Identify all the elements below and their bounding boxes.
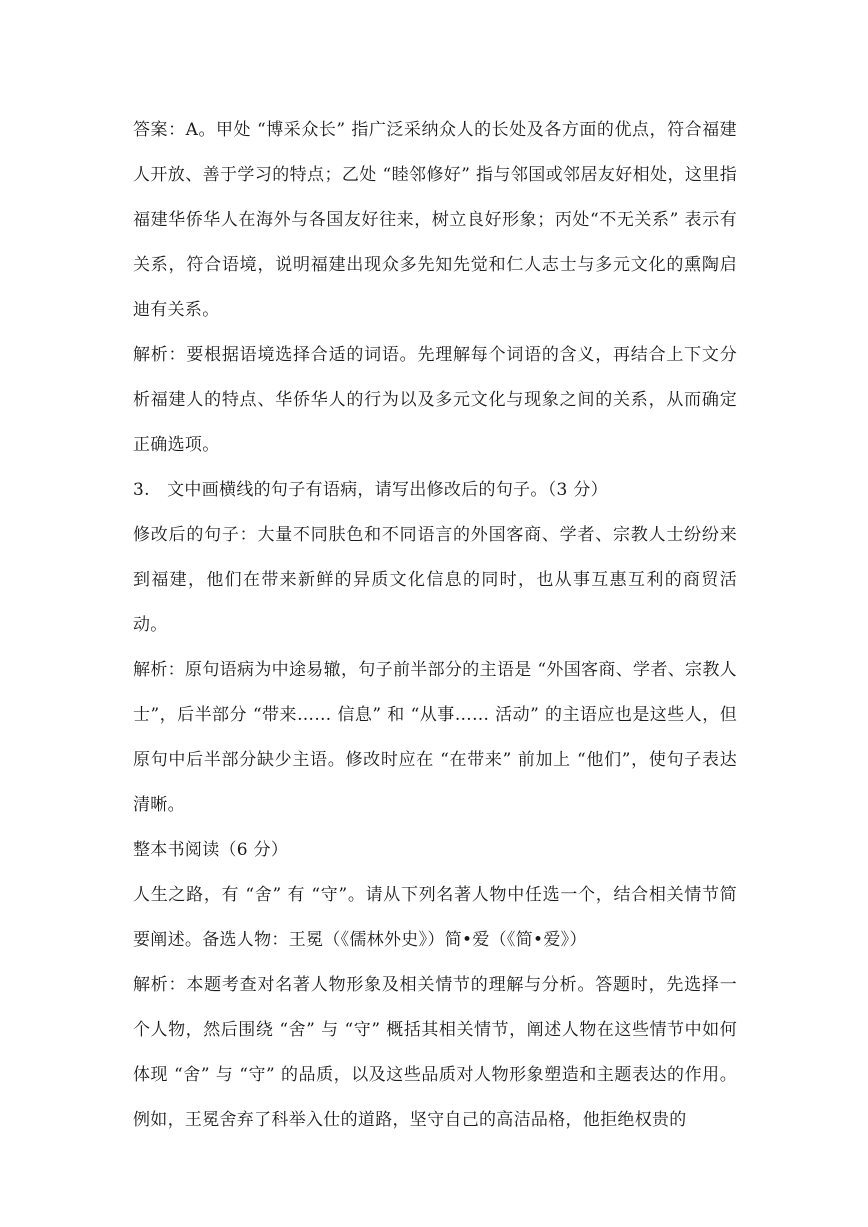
analysis-paragraph-q2: 解析：要根据语境选择合适的词语。先理解每个词语的含义，再结合上下文分析福建人的特点、华侨华人的行为以及多元文化与现象之间的关系，从而确定正确选项。 — [133, 345, 737, 455]
question-4: 人生之路，有 “舍” 有 “守”。请从下列名著人物中任选一个，结合相关情节简要阐述。备选人物：王冕（《儒林外史》）简•爱（《简•爱》） — [133, 885, 737, 950]
analysis-paragraph-q3: 解析：原句语病为中途易辙，句子前半部分的主语是 “外国客商、学者、宗教人士”，后半部分 “带来…… 信息” 和 “从事…… 活动” 的主语应也是这些人，但原句中后半部分缺少主语。修改时应在 “在带来” 前加上 “他们”，使句子表达清晰。 — [133, 660, 737, 815]
answer-paragraph-q3: 修改后的句子：大量不同肤色和不同语言的外国客商、学者、宗教人士纷纷来到福建，他们在带来新鲜的异质文化信息的同时，也从事互惠互利的商贸活动。 — [133, 525, 737, 635]
analysis-paragraph-q4: 解析：本题考查对名著人物形象及相关情节的理解与分析。答题时，先选择一个人物，然后围绕 “舍” 与 “守” 概括其相关情节，阐述人物在这些情节中如何体现 “舍” 与 “守” 的品质，以及这些品质对人物形象塑造和主题表达的作用。例如，王冕舍弃了科举入仕的道路，坚守自己的高洁品格，他拒绝权贵的 — [133, 975, 737, 1130]
section-heading: 整本书阅读（6 分） — [133, 840, 289, 860]
question-3: 3. 文中画横线的句子有语病，请写出修改后的句子。（3 分） — [133, 480, 608, 500]
answer-paragraph-q2: 答案：A。甲处 “博采众长” 指广泛采纳众人的长处及各方面的优点，符合福建人开放、善于学习的特点；乙处 “睦邻修好” 指与邻国或邻居友好相处，这里指福建华侨华人在海外与各国友好往来，树立良好形象；丙处“不无关系” 表示有关系，符合语境，说明福建出现众多先知先觉和仁人志士与多元文化的熏陶启迪有关系。 — [133, 120, 737, 320]
document-body — [133, 108, 737, 1143]
